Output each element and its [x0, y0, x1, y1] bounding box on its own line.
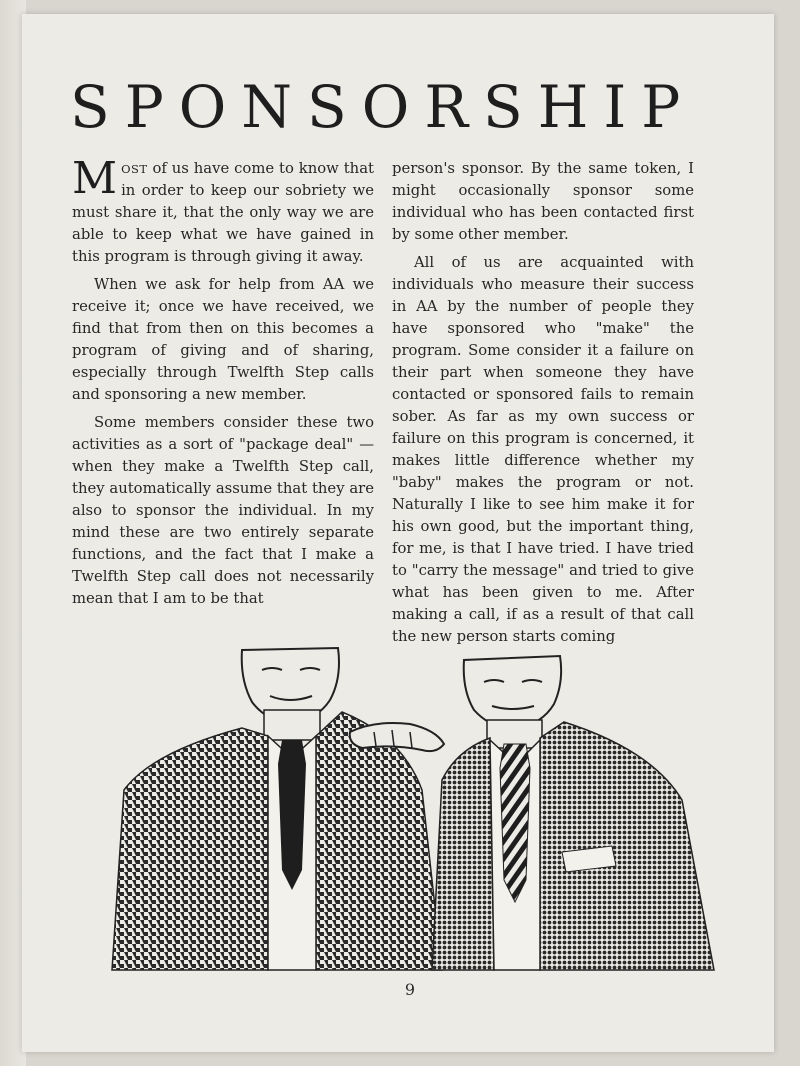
right-paragraph-1: person's sponsor. By the same token, I might occasionally sponsor some individual who has been contacted first by some other member. — [392, 160, 694, 243]
right-man-figure — [432, 656, 714, 970]
page-title: SPONSORSHIP — [70, 73, 696, 141]
left-man-figure — [112, 648, 442, 970]
right-column — [392, 158, 694, 654]
left-paragraph-3: Some members consider these two activities as a sort of "package deal" —when they make a Twelfth Step call, they automatically assume that they are also to sponsor the individual. In my mind these are two entirely separate functions, and the fact that I make a Twelfth Step call does not necessarily mean that I am to be that — [72, 414, 374, 607]
right-paragraph-2: All of us are acquainted with individuals who measure their success in AA by the number of people they have sponsored who "make" the program. Some consider it a failure on their part when someone they have contacted or sponsored fails to remain sober. As far as my own success or failure on this program is concerned, it makes little difference whether my "baby" makes the program or not. Naturally I like to see him make it for his own good, but the important thing, for me, is that I have tried. I have tried to "carry the message" and tried to give what has been given to me. After making a call, if as a result of that call the new person starts coming — [392, 254, 694, 645]
two-men-illustration — [92, 640, 732, 980]
lead-small-caps: OST — [121, 162, 148, 176]
left-paragraph-2: When we ask for help from AA we receive it; once we have received, we find that from then on this becomes a program of giving and of sharing, especially through Twelfth Step calls and sponsoring a new member. — [72, 276, 374, 403]
left-paragraph-1-text: of us have come to know that in order to keep our sobriety we must share it, that the only way we are able to keep what we have gained in this program is through giving it away. — [72, 160, 374, 265]
left-paragraph-1 — [72, 153, 374, 268]
left-column — [72, 153, 374, 616]
drop-cap: M — [72, 153, 118, 204]
page-number: 9 — [404, 980, 416, 999]
hand-on-shoulder — [350, 723, 444, 751]
